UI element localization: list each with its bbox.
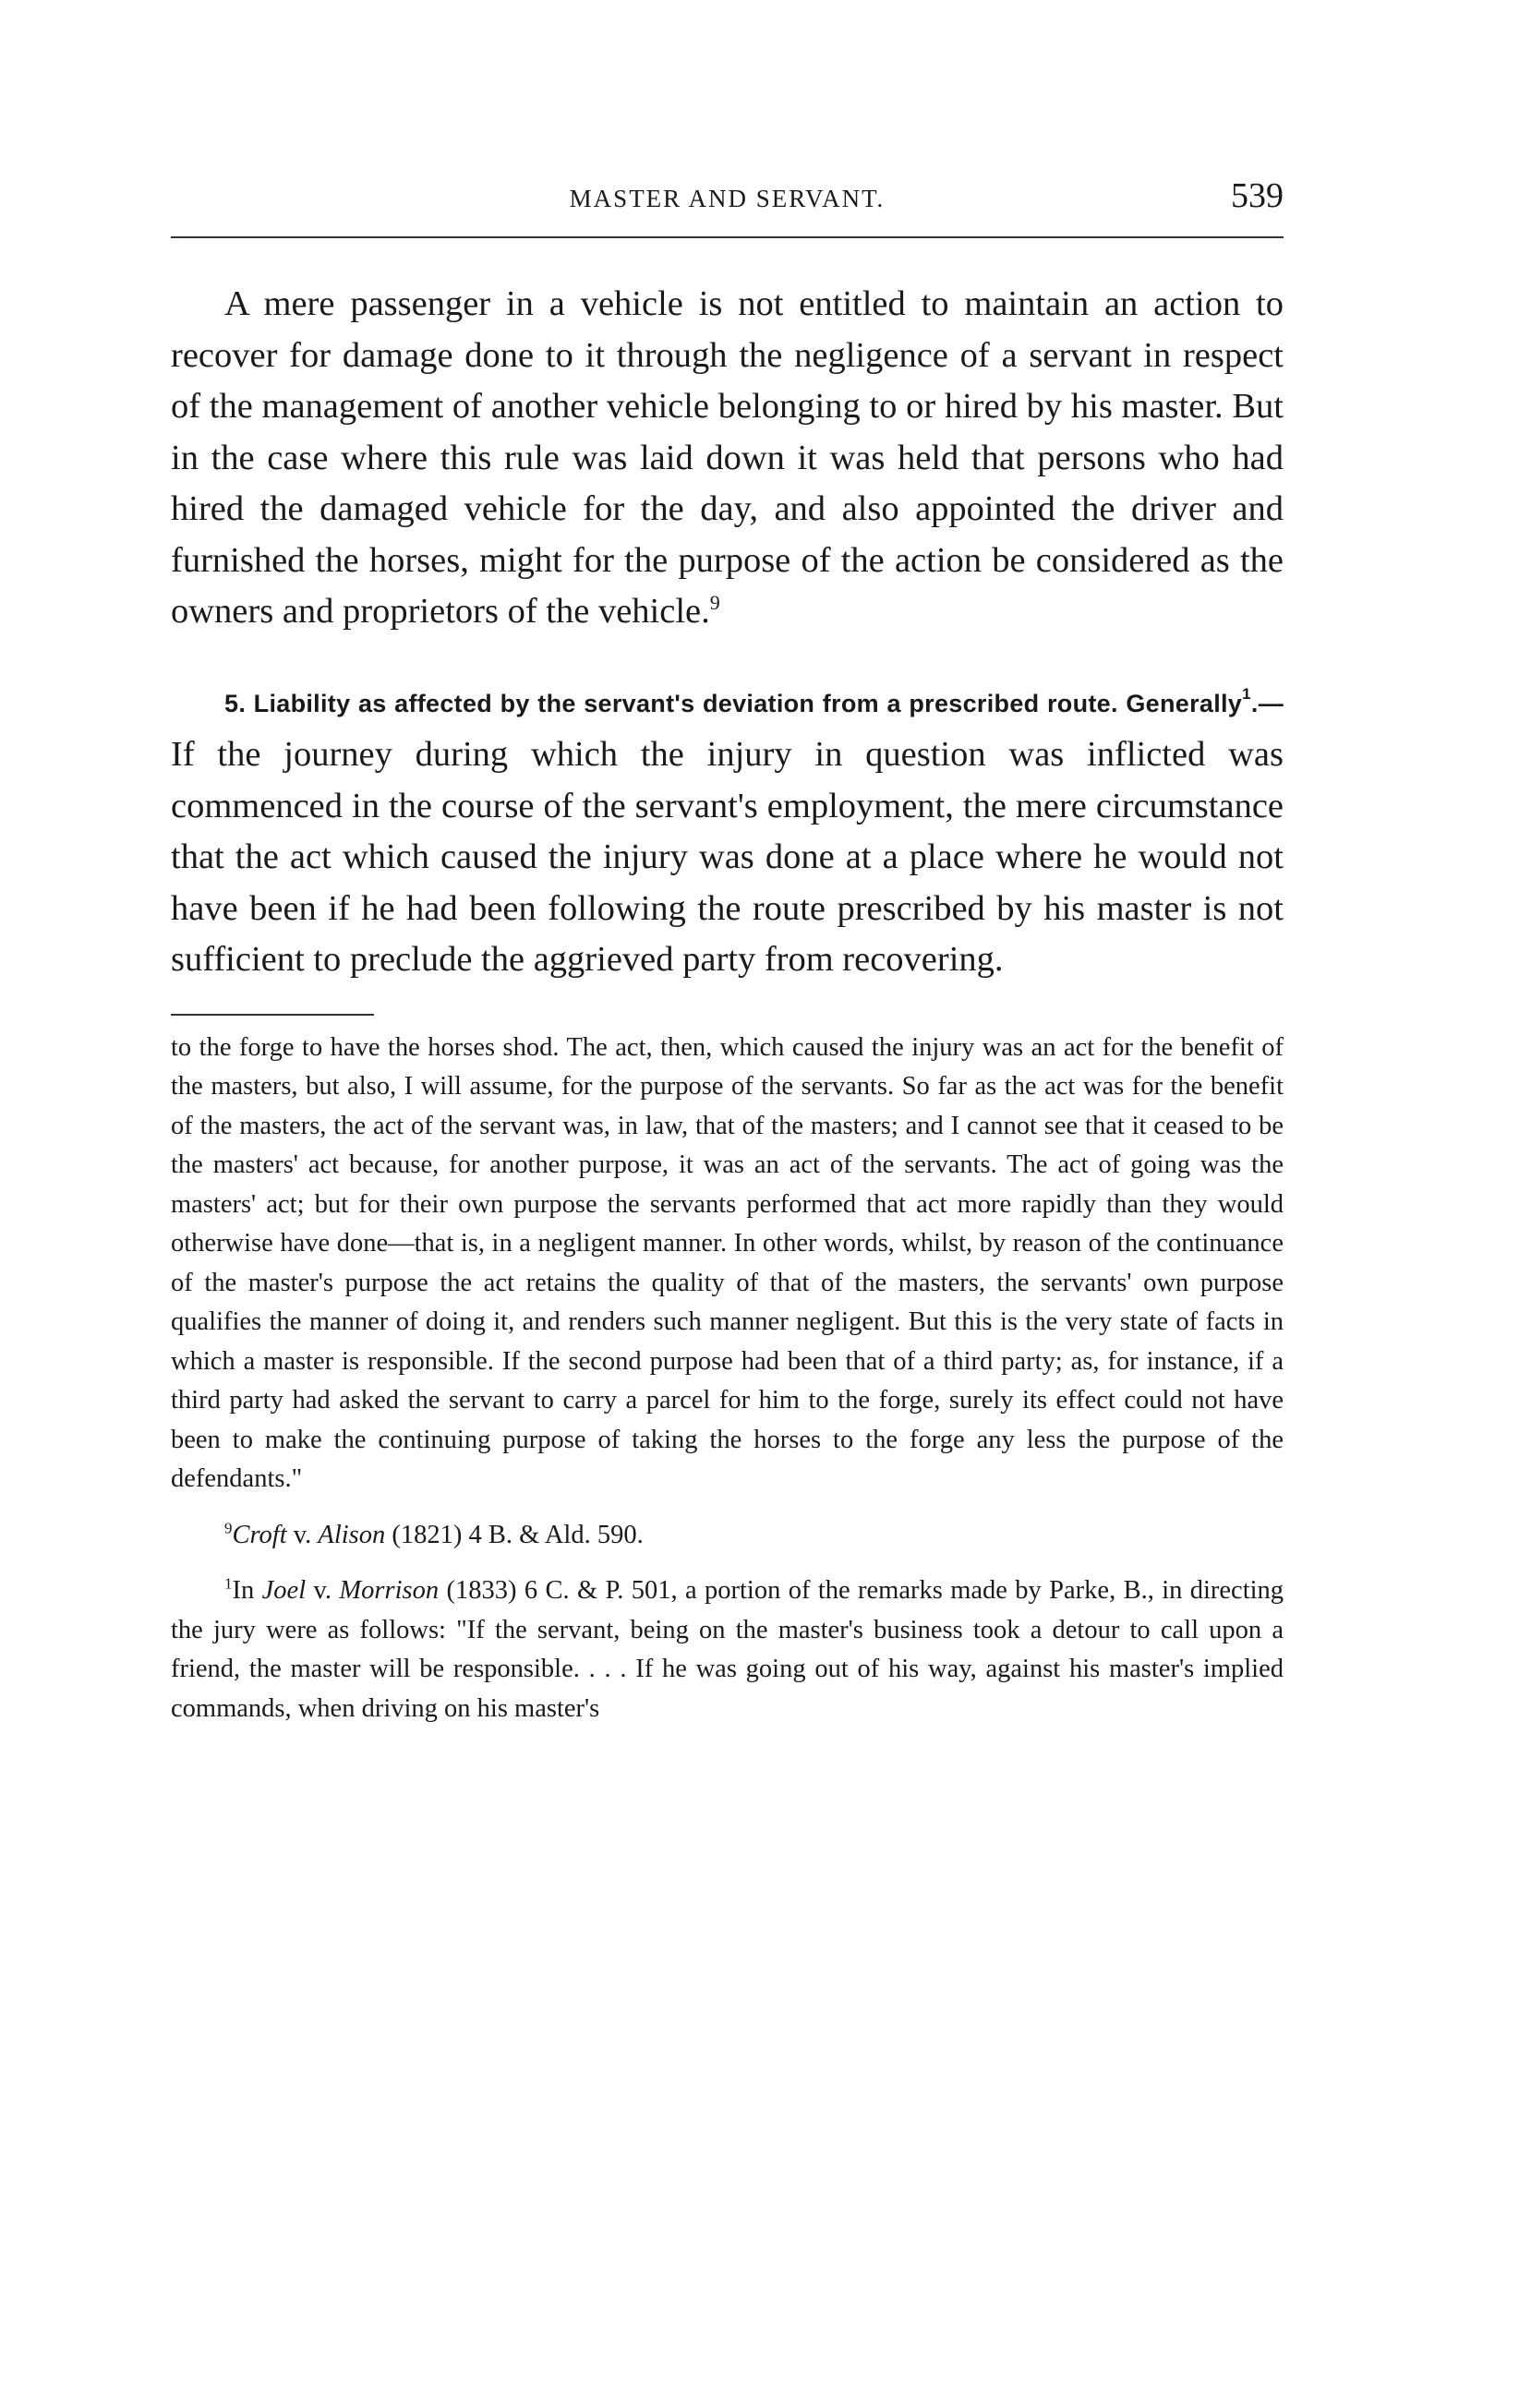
footnote-rule: [171, 1014, 374, 1016]
footnote-1-in: In: [232, 1576, 255, 1605]
footnote-1-mark: 1: [224, 1574, 233, 1593]
footnote-9-versus: v.: [293, 1520, 312, 1549]
footnote-9-citation: (1821) 4 B. & Ald. 590.: [392, 1520, 644, 1549]
book-page: [171, 175, 1284, 1728]
section-heading: 5. Liability as affected by the servant's deviation from a prescribed route. Generally: [224, 689, 1243, 717]
footnote-continued: [171, 1029, 1284, 1499]
page-number: 539: [1231, 176, 1284, 215]
footnote-reference-1[interactable]: 1: [1242, 684, 1251, 703]
footnote-9-mark: 9: [224, 1519, 233, 1536]
header-rule: [171, 236, 1284, 238]
footnote-1: [171, 1571, 1284, 1728]
footnote-1-case-plaintiff: Joel: [261, 1576, 307, 1605]
footnote-continued-text: to the forge to have the horses shod. The act, then, which caused the injury was an act for the benefit of the masters, but also, I will assume, for the purpose of the servants. So far as the act was for the benefit of the masters, the act of the servant was, in law, that of the masters; and I cannot see that it ceased to be the masters' act because, for another purpose, it was an act of the servants. The act of going was the masters' act; but for their own purpose the servants performed that act more rapidly than they would otherwise have done—that is, in a negligent manner. In other words, whilst, by reason of the continuance of the master's purpose the act retains the quality of that of the masters, the servants' own purpose qualifies the manner of doing it, and renders such manner negligent. But this is the very state of facts in which a master is responsible. If the second purpose had been that of a third party; as, for instance, if a third party had asked the servant to carry a parcel for him to the forge, surely its effect could not have been to make the continuing purpose of taking the horses to the forge any less the purpose of the defendants.": [171, 1032, 1284, 1493]
footnote-9: [171, 1516, 1284, 1556]
footnote-reference-9[interactable]: 9: [709, 591, 720, 615]
footnote-1-versus: v.: [313, 1576, 332, 1605]
running-head: [171, 175, 1284, 227]
footnote-1-text: (1833) 6 C. & P. 501, a portion of the remarks made by Parke, B., in directing the jury were as follows: "If the servant, being on the master's business took a detour to call upon a friend, the master will be responsible. . . . If he was going out of his way, against his master's implied commands, when driving on his master's: [171, 1576, 1284, 1723]
heading-dash: .—: [1250, 689, 1284, 717]
footnote-9-case-defendant: Alison: [318, 1520, 386, 1549]
section-5-paragraph: [171, 676, 1284, 986]
running-title: MASTER AND SERVANT.: [569, 185, 886, 212]
body-paragraph-passenger: [171, 279, 1284, 638]
footnote-1-case-defendant: Morrison: [339, 1576, 440, 1605]
paragraph-text: A mere passenger in a vehicle is not entitled to maintain an action to recover for damage done to it through the negligence of a servant in respect of the management of another vehicle belonging to or hired by his master. But in the case where this rule was laid down it was held that persons who had hired the damaged vehicle for the day, and also appointed the driver and furnished the horses, might for the purpose of the action be considered as the owners and proprietors of the vehicle.: [171, 284, 1284, 631]
footnote-9-case-plaintiff: Croft: [232, 1520, 287, 1549]
section-text: If the journey during which the injury in question was inflicted was commenced in the course of the servant's employment, the mere circumstance that the act which caused the injury was done at a place where he would not have been if he had been following the route prescribed by his master is not sufficient to preclude the aggrieved party from recovering.: [171, 735, 1284, 979]
